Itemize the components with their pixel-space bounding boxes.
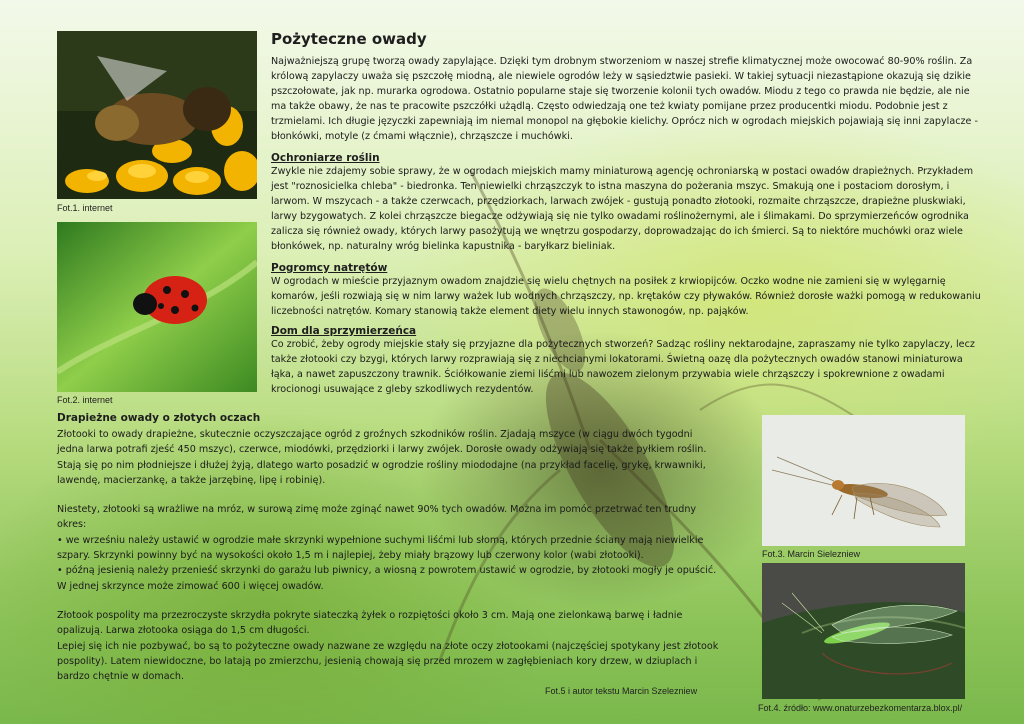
lacewing-photo-2 bbox=[762, 563, 965, 699]
caption-fot1: Fot.1. internet bbox=[57, 203, 113, 213]
lacewing-paragraph-3: Złotook pospolity ma przezroczyste skrzydła pokryte siateczką żyłek o rozpiętości około 3 cm. Mają one zielonkawą barwę i ładnie opalizują. Larwa złotooka osiąga do 1,5 cm długości. Lepiej się ich nie pozbywać, bo są to pożyteczne owady nazwane ze względu na złote oczy złotookami (najczęściej spotykany jest złotook pospolity). Latem niewidoczne, bo latają po zmierzchu, jesienią chowają się przed mrozem w zagłębieniach kory drzew, w dziuplach i bardzo chętnie w domach. bbox=[57, 609, 719, 683]
lacewing-heading: Drapieżne owady o złotych oczach bbox=[57, 412, 261, 424]
caption-fot2: Fot.2. internet bbox=[57, 395, 113, 405]
section-text-protectors: Zwykle nie zdajemy sobie sprawy, że w ogrodach miejskich mamy miniaturową agencję ochroniarską w postaci owadów drapieżnych. Przykładem jest "roznosicielka chleba" - biedronka. Ten niewielki chrząszczyk to istna maszyna do pożerania mszyc. Smakują one i postaciom dorosłym, i larwom. W mszycach - a także czerwcach, przędziorkach, larwach zwójek - gustują ponadto złotooki, rozmaite chrząszcze, drapieżne pluskwiaki, larwy bzygowatych. Z kolei chrząszcze biegacze odżywiają się nie tylko owadami roślinożernymi, ale i ślimakami. Do sprzymierzeńców ogrodnika zalicza się również owady, których larwy pasożytują we wnętrzu gospodarzy, doprowadzając do ich śmierci. Są to niektóre muchówki oraz wiele błonkówek, np. naturalny wróg bielinka kapustnika - baryłkarz bieliniak. bbox=[271, 166, 974, 252]
lacewing-paragraph-1: Złotooki to owady drapieżne, skutecznie oczyszczające ogród z groźnych szkodników roślin. Zjadają mszyce (w ciągu dwóch tygodni jedna larwa potrafi zjeść 450 mszyc), czerwce, miodówki, przędziorki i larwy zwójek. Dorosłe owady odżywiają się także pyłkiem roślin. Stają się po nim płodniejsze i dłużej żyją, dlatego warto posadzić w ogrodzie rośliny miododajne (na przykład facelię, grykę, krwawniki, lawendę, macierzankę, a także jarzębinę, lipę i robinię). bbox=[57, 429, 707, 486]
lacewing-photo-1 bbox=[762, 415, 965, 546]
section-text-pests: W ogrodach w mieście przyjaznym owadom znajdzie się wielu chętnych na posiłek z krwiopijców. Oczko wodne nie zamieni się w wylęgarnię komarów, jeśli rozwiają się w nim larwy ważek lub wodnych chrząszczy, np. krętaków czy pływaków. Również dorosłe ważki pomogą w redukowaniu liczebności natrętów. Komary stanowią także element diety wielu innych stawonogów, np. pająków. bbox=[271, 276, 981, 317]
page-title: Pożyteczne owady bbox=[271, 30, 427, 48]
section-heading-home: Dom dla sprzymierzeńca bbox=[271, 325, 417, 337]
section-heading-pests: Pogromcy natrętów bbox=[271, 262, 388, 274]
intro-paragraph: Najważniejszą grupę tworzą owady zapylające. Dzięki tym drobnym stworzeniom w naszej strefie klimatycznej może owocować 80-90% roślin. Za królową zapylaczy uważa się pszczołę miodną, ale niewiele ogrodów leży w sąsiedztwie pasieki. W takiej sytuacji niezastąpione okazują się dzikie pszczołowate, jak np. murarka ogrodowa. Ostatnio popularne staje się tworzenie kolonii tych owadów. Miodu z tego co prawda nie będzie, ale nie ma także obawy, że nas te pracowite pszczółki użądlą. Często odwiedzają one też kwiaty pomijane przez producentki miodu. Podobnie jest z trzmielami. Ich długie języczki zapewniają im niemal monopol na głębokie kielichy. Oprócz nich w ogrodach miejskich pojawiają się inni zapylacze - błonkówki, motyle (z ćmami włącznie), chrząszcze i muchówki. bbox=[271, 56, 978, 142]
section-heading-protectors: Ochroniarze roślin bbox=[271, 152, 380, 164]
caption-fot4: Fot.4. źródło: www.onaturzebezkomentarza.blox.pl/ bbox=[758, 703, 963, 713]
ladybird-photo bbox=[57, 222, 257, 392]
section-text-home: Co zrobić, żeby ogrody miejskie stały się przyjazne dla pożytecznych stworzeń? Sadząc rośliny nektarodajne, zapraszamy nie tylko zapylaczy, lecz także złotooki czy bzygi, których larwy rozprawiają się z niechcianymi lokatorami. Świetną oazę dla pożytecznych owadów stanowi miniaturowa łąka, a nawet zapuszczony trawnik. Ściółkowanie ziemi liśćmi lub nawozem zielonym przywabia wiele chrząszczy i spokrewnione z owadami krocionogi usuwające z gleby szkodliwych rezydentów. bbox=[271, 339, 975, 395]
bee-photo bbox=[57, 31, 257, 199]
caption-fot5: Fot.5 i autor tekstu Marcin Szelezniew bbox=[545, 686, 698, 696]
upper-text-column bbox=[271, 30, 983, 397]
lacewing-paragraph-2: Niestety, złotooki są wrażliwe na mróz, w surową zimę może zginąć nawet 90% tych owadów. Można im pomóc przetrwać ten trudny okres: • we wrześniu należy ustawić w ogrodzie małe skrzynki wypełnione suchymi liśćmi lub słomą, których przednie ściany mają niewielkie szpary. Skrzynki powinny być na wysokości około 1,5 m i najlepiej, żeby miały brązowy lub czerwony kolor (wabi złotooki). • późną jesienią należy przenieść skrzynki do garażu lub piwnicy, a wiosną z powrotem ustawić w ogrodzie, by złotooki mogły je opuścić. W jednej skrzynce może zimować 600 i więcej owadów. bbox=[57, 504, 717, 592]
caption-fot3: Fot.3. Marcin Sielezniew bbox=[762, 549, 861, 559]
lacewing-text-block bbox=[57, 412, 722, 684]
